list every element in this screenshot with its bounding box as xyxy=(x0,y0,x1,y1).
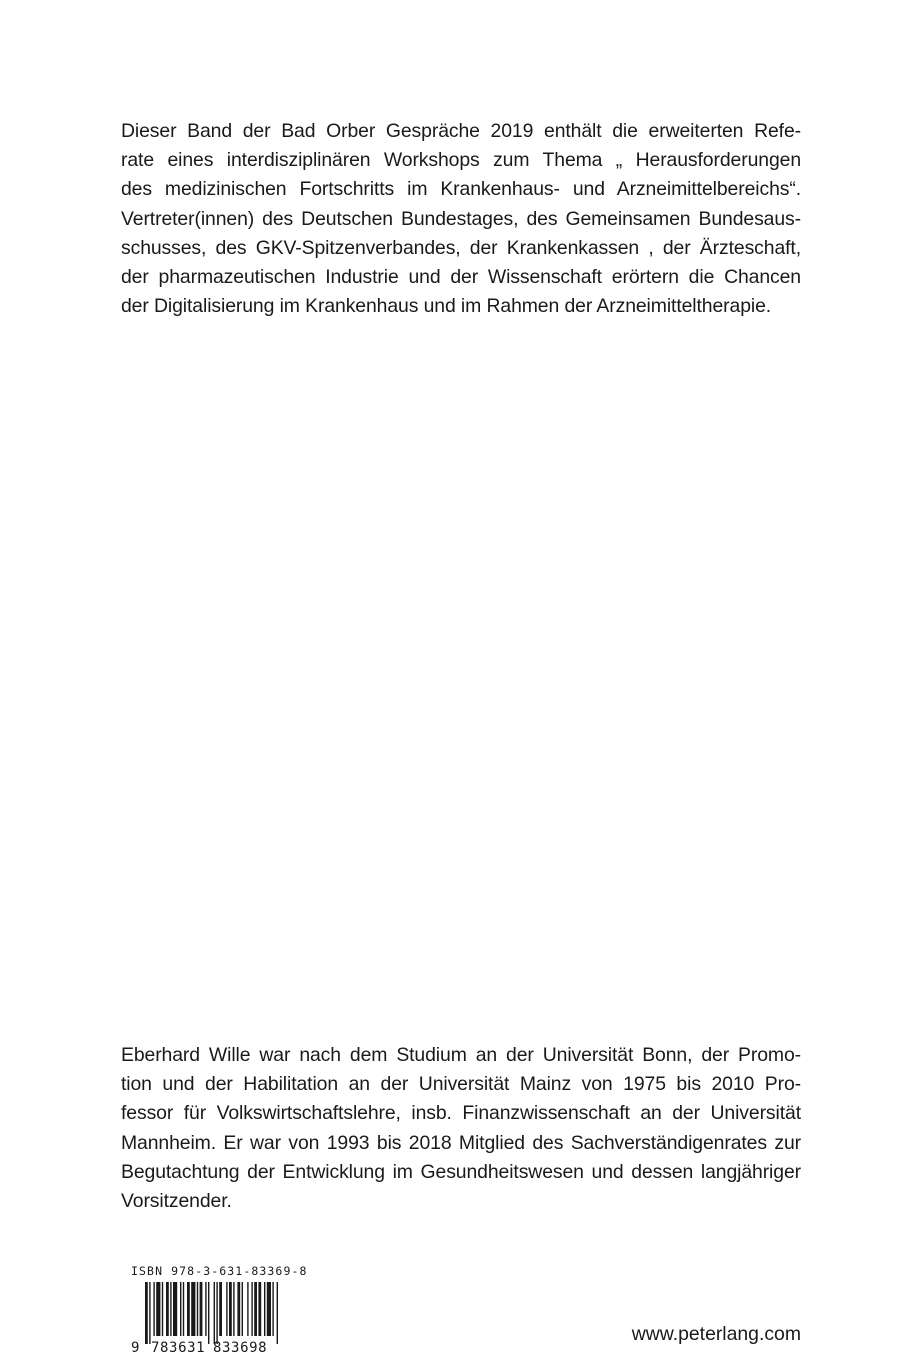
barcode-bar xyxy=(272,1282,273,1336)
barcode-bar xyxy=(216,1282,217,1344)
description-line: der Digitalisierung im Krankenhaus und im Rahmen der Arzneimitteltherapie. xyxy=(121,295,772,318)
bio-line: tion und der Habilitation an der Universität Mainz von 1975 bis 2010 Pro- xyxy=(121,1073,801,1096)
barcode-bar xyxy=(242,1282,243,1336)
barcode-bar xyxy=(247,1282,248,1336)
book-description xyxy=(121,117,801,321)
barcode-bar xyxy=(258,1282,261,1336)
description-line: der pharmazeutischen Industrie und der Wissenschaft erörtern die Chancen xyxy=(121,266,801,289)
barcode-bar xyxy=(229,1282,232,1336)
barcode-bar xyxy=(183,1282,184,1336)
barcode-bar xyxy=(197,1282,198,1336)
barcode-digits-right: 833698 xyxy=(213,1340,268,1354)
barcode-bar xyxy=(166,1282,169,1336)
barcode-bar xyxy=(173,1282,177,1336)
barcode-bar xyxy=(205,1282,206,1336)
description-line: schusses, des GKV-Spitzenverbandes, der Krankenkassen , der Ärzteschaft, xyxy=(121,236,801,259)
barcode-bar xyxy=(153,1282,154,1336)
barcode-bar xyxy=(251,1282,252,1336)
barcode-bar xyxy=(233,1282,234,1336)
author-bio xyxy=(121,1041,801,1216)
bio-line: Vorsitzender. xyxy=(121,1190,232,1213)
barcode-bar xyxy=(187,1282,190,1336)
barcode-bar xyxy=(264,1282,265,1336)
isbn-barcode-block xyxy=(129,1264,309,1354)
barcode-bar xyxy=(219,1282,222,1336)
barcode-bar xyxy=(214,1282,215,1344)
barcode-bar xyxy=(277,1282,278,1344)
barcode-bar xyxy=(180,1282,181,1336)
bio-line: Eberhard Wille war nach dem Studium an der Universität Bonn, der Promo- xyxy=(121,1044,801,1066)
barcode-bar xyxy=(149,1282,150,1344)
description-line: des medizinischen Fortschritts im Krankenhaus- und Arzneimittelbereichs“. xyxy=(121,178,801,201)
barcode-bar xyxy=(267,1282,271,1336)
barcode-bar xyxy=(208,1282,209,1344)
barcode-bar xyxy=(156,1282,160,1336)
barcode-digit-first: 9 xyxy=(131,1340,140,1354)
barcode-bar xyxy=(200,1282,203,1336)
barcode-bar xyxy=(237,1282,240,1336)
barcode-digits-left: 783631 xyxy=(151,1340,206,1354)
barcode-bar xyxy=(254,1282,257,1336)
bio-line: fessor für Volkswirtschaftslehre, insb. Finanzwissenschaft an der Universität xyxy=(121,1102,801,1125)
bio-line: Mannheim. Er war von 1993 bis 2018 Mitglied des Sachverständigenrates zur xyxy=(121,1131,801,1154)
barcode-bar xyxy=(170,1282,171,1336)
barcode-icon xyxy=(129,1282,309,1354)
description-line: Vertreter(innen) des Deutschen Bundestages, des Gemeinsamen Bundesaus- xyxy=(121,207,801,230)
barcode-bar xyxy=(191,1282,195,1336)
bio-line: Begutachtung der Entwicklung im Gesundheitswesen und dessen langjähriger xyxy=(121,1160,801,1183)
description-line: Dieser Band der Bad Orber Gespräche 2019 enthält die erweiterten Refe- xyxy=(121,120,801,142)
barcode-bar xyxy=(145,1282,148,1344)
barcode-bar xyxy=(226,1282,227,1336)
description-line: rate eines interdisziplinären Workshops zum Thema „ Herausforderungen xyxy=(121,149,801,172)
barcode-bar xyxy=(162,1282,163,1336)
isbn-label: ISBN 978-3-631-83369-8 xyxy=(131,1264,308,1278)
publisher-website-link[interactable]: www.peterlang.com xyxy=(631,1323,801,1345)
